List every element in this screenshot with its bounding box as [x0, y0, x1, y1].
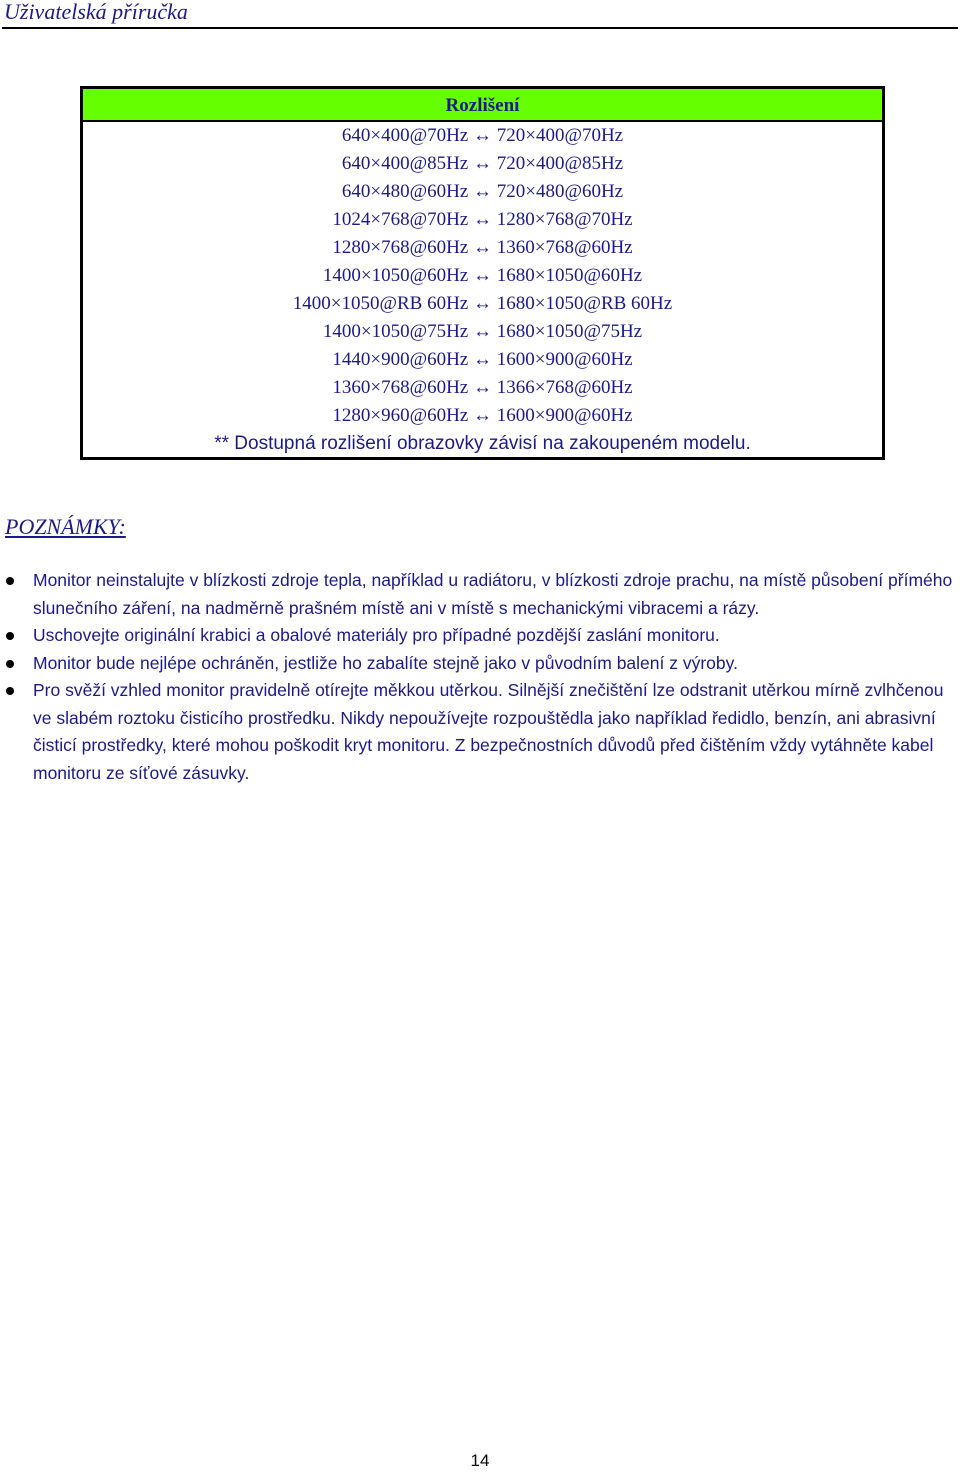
list-item: [0, 567, 960, 622]
list-item: [0, 650, 960, 678]
notes-heading: POZNÁMKY:: [5, 514, 126, 539]
resolution-row: 1280×768@60Hz ↔ 1360×768@60Hz: [332, 237, 633, 258]
resolution-table: [80, 86, 885, 460]
resolution-row: 640×400@70Hz ↔ 720×400@70Hz: [341, 125, 624, 146]
resolution-row: 640×400@85Hz ↔ 720×400@85Hz: [341, 153, 624, 174]
resolution-row: 1440×900@60Hz ↔ 1600×900@60Hz: [332, 349, 633, 370]
resolution-table-header: Rozlišení: [83, 89, 882, 122]
resolution-row: 640×480@60Hz ↔ 720×480@60Hz: [341, 181, 624, 202]
list-item-text: Pro svěží vzhled monitor pravidelně otírejte měkkou utěrkou. Silnější znečištění lze odstranit utěrkou mírně zvlhčenou ve slabém roztoku čisticího prostředku. Nikdy nepoužívejte rozpouštědla jako například ředidlo, benzín, ani abrasivní čisticí prostředky, které mohou poškodit kryt monitoru. Z bezpečnostních důvodů před čištěním vždy vytáhněte kabel monitoru ze síťové zásuvky.: [33, 680, 944, 783]
resolution-row: 1400×1050@60Hz ↔ 1680×1050@60Hz: [322, 265, 643, 286]
page-number: 14: [470, 1451, 490, 1470]
resolution-row: 1400×1050@75Hz ↔ 1680×1050@75Hz: [322, 321, 643, 342]
list-item: [0, 677, 960, 787]
list-item-text: Monitor bude nejlépe ochráněn, jestliže ho zabalíte stejně jako v původním balení z výroby.: [33, 652, 738, 673]
bullet-icon: [6, 632, 14, 640]
list-item-text: Monitor neinstalujte v blízkosti zdroje tepla, například u radiátoru, v blízkosti zdroje prachu, na místě působení přímého slunečního záření, na nadměrně prašném místě ani v místě s mechanickými vibracemi a rázy.: [33, 570, 953, 618]
notes-list: [0, 567, 960, 787]
list-item: [0, 622, 960, 650]
resolution-row: 1024×768@70Hz ↔ 1280×768@70Hz: [332, 209, 633, 230]
header-divider: [2, 27, 958, 29]
document-header-title: Uživatelská příručka: [4, 0, 188, 24]
resolution-footnote: ** Dostupná rozlišení obrazovky závisí na zakoupeném modelu.: [214, 433, 751, 454]
resolution-row: 1280×960@60Hz ↔ 1600×900@60Hz: [332, 405, 633, 426]
bullet-icon: [6, 660, 14, 668]
bullet-icon: [6, 687, 14, 695]
resolution-row: 1400×1050@RB 60Hz ↔ 1680×1050@RB 60Hz: [292, 293, 673, 314]
list-item-text: Uschovejte originální krabici a obalové materiály pro případné pozdější zaslání monitoru.: [33, 625, 720, 645]
resolution-row: 1360×768@60Hz ↔ 1366×768@60Hz: [332, 377, 633, 398]
bullet-icon: [6, 577, 14, 585]
